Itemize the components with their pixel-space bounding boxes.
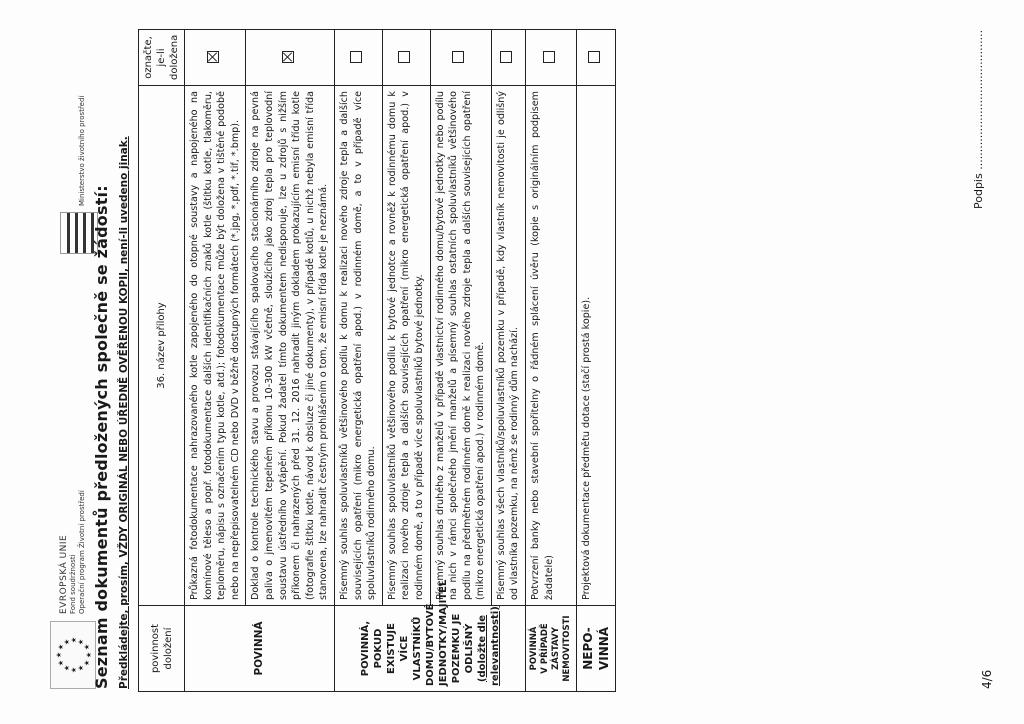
table-row xyxy=(246,30,335,692)
eu-text-block xyxy=(60,490,87,614)
group-label-line: NEPO- xyxy=(581,627,596,670)
document-title: Seznam dokumentů předložených společně se žádostí: xyxy=(92,185,111,689)
eu-stars-icon xyxy=(51,622,95,688)
checkbox-empty[interactable] xyxy=(588,52,600,64)
group-conditional-lien xyxy=(526,606,577,692)
svg-text:★: ★ xyxy=(83,659,91,667)
group-mandatory: POVINNÁ xyxy=(185,606,335,692)
group-label-line: POVINNÁ, POKUD EXISTUJE VÍCE xyxy=(359,620,410,677)
table-header-row xyxy=(139,30,185,692)
eu-name: EVROPSKÁ UNIE xyxy=(59,534,69,614)
group-conditional-owners xyxy=(334,579,525,692)
programme-name: Operační program Životní prostředí xyxy=(78,490,86,614)
checkbox-empty[interactable] xyxy=(500,52,512,64)
svg-text:★: ★ xyxy=(63,638,71,646)
mark-cell xyxy=(526,30,577,86)
page-number: 4/6 xyxy=(980,669,994,689)
header-attachment: 36. název přílohy xyxy=(139,86,185,606)
group-label-line: JEDNOTKY/MAJITEL POZEMKU JE ODLIŠNÝ xyxy=(437,579,475,686)
checkbox-empty[interactable] xyxy=(350,52,362,64)
table-row xyxy=(577,30,616,692)
group-label-note: (doložte dle relevantnosti) xyxy=(476,606,501,686)
attachment-text: Průkazná fotodokumentace nahrazovaného kotle zapojeného do otopné soustavy a napojeného na komínové těleso a popř. fotodokumentace dalších identifikačních znaků kotle (štítku kotle, tlakoměru, teploměru, nápisu s označením typu kotle, atd.); fotodokumentace může být doložena v tištěné podobě nebo na nepřepisovatelném CD nebo DVD v běžně dostupných formátech (*.jpg, *.pdf, *.tif, *.bmp). xyxy=(185,86,246,606)
checkbox-empty[interactable] xyxy=(398,52,410,64)
attachment-text: Doklad o kontrole technického stavu a provozu stávajícího spalovacího stacionárního zdroje na pevná paliva o jmenovitém tepelném příkonu 10-300 kW včetně, sloužícího jako zdroj tepla pro teplovodní soustavu ústředního vytápění. Pokud žadatel tímto dokumentem nedisponuje, lze u zdrojů s nižším příkonem či nahrazených před 31. 12. 2016 nahradit jiným dokladem prokazujícím emisní třídu kotle (fotografie štítku kotle, návod k obsluze či jiné dokumenty), v případě kotlů, u nichž nebyla emisní třída stanovena, lze nahradit čestným prohlášením o tom, že emisní třída kotle je neznámá. xyxy=(246,86,335,606)
table-row xyxy=(526,30,577,692)
attachment-text: Písemný souhlas spoluvlastníků většinového podílu k domu k realizaci nového zdroje tepla a dalších souvisejících opatření (mikro energetická opatření apod.) v rodinném domě, a to v případě více spoluvlastníků rodinného domu. xyxy=(334,86,382,606)
mark-cell xyxy=(246,30,335,86)
svg-text:★: ★ xyxy=(57,643,65,651)
mark-cell xyxy=(334,30,382,86)
group-label-line: V PŘÍPADĚ xyxy=(540,623,551,674)
mark-cell xyxy=(430,30,491,86)
attachment-text: Potvrzení banky nebo stavební spořitelny o řádném splácení úvěru (kopie s originálním podpisem žadatele) xyxy=(526,86,577,606)
document-subtitle: Předkládejte, prosím, VŽDY ORIGINÁL NEBO ÚŘEDNĚ OVĚŘENOU KOPII, není-li uvedeno jinak. xyxy=(118,136,130,689)
svg-text:★: ★ xyxy=(70,666,78,674)
checkbox-checked[interactable] xyxy=(207,52,219,64)
svg-text:★: ★ xyxy=(57,659,65,667)
svg-text:★: ★ xyxy=(55,651,63,659)
header-mark: označte, je-li doložena xyxy=(139,30,185,86)
table-row xyxy=(185,30,246,692)
svg-text:★: ★ xyxy=(77,638,85,646)
table-row xyxy=(430,30,491,692)
fund-name: Fond soudržnosti xyxy=(69,554,77,614)
svg-text:★: ★ xyxy=(83,643,91,651)
table-row xyxy=(334,30,382,692)
ministry-logo xyxy=(60,44,96,254)
attachment-text: Písemný souhlas všech vlastníků/spoluvlastníků pozemku v případě, kdy vlastník nemovitosti je odlišný od vlastníka pozemku, na němž se rodinný dům nachází. xyxy=(491,86,525,606)
svg-text:★: ★ xyxy=(85,651,93,659)
group-label-line: POVINNÁ xyxy=(529,626,540,671)
attachment-text: Projektová dokumentace předmětu dotace (stačí prostá kopie). xyxy=(577,86,616,606)
table-row xyxy=(491,30,525,692)
mark-cell xyxy=(185,30,246,86)
group-optional xyxy=(577,606,616,692)
group-label-line: NEMOVITOSTI xyxy=(562,615,573,682)
svg-text:★: ★ xyxy=(63,664,71,672)
mark-cell xyxy=(577,30,616,86)
header-requirement: povinnost doložení xyxy=(139,606,185,692)
table-row xyxy=(382,30,430,692)
checkbox-empty[interactable] xyxy=(543,52,555,64)
group-label-line: VINNÁ xyxy=(597,626,612,671)
attachments-table xyxy=(138,29,616,692)
checkbox-empty[interactable] xyxy=(452,52,464,64)
checkbox-checked[interactable] xyxy=(282,52,294,64)
group-label-line: VLASTNÍKŮ DOMU/BYTOVÉ xyxy=(411,603,436,686)
attachment-text: Písemný souhlas spoluvlastníků většinového podílu k bytové jednotce a rovněž k rodinnému domu k realizaci nového zdroje tepla a dalších souvisejících opatření (mikro energetická opatření apod.) v rodinném domě, a to v případě více spoluvlastníků bytové jednotky. xyxy=(382,86,430,606)
mark-cell xyxy=(491,30,525,86)
group-label-line: ZÁSTAVY xyxy=(551,627,562,670)
svg-text:★: ★ xyxy=(77,664,85,672)
mark-cell xyxy=(382,30,430,86)
ministry-name: Ministerstvo životního prostředí xyxy=(78,95,86,206)
eu-flag-logo xyxy=(50,621,96,689)
signature-line: Podpis ........................................ xyxy=(972,29,985,209)
attachment-text: Písemný souhlas druhého z manželů v případě vlastnictví rodinného domu/bytové jednotky nebo podílu na nich v rámci společného jmění manželů a písemný souhlas ostatních spoluvlastníků většinového podílu na předmětném rodinném domě k realizaci nového zdroje tepla a dalších souvisejících opatření (mikro energetická opatření apod.) v rodinném domě. xyxy=(430,86,491,606)
svg-text:★: ★ xyxy=(70,636,78,644)
